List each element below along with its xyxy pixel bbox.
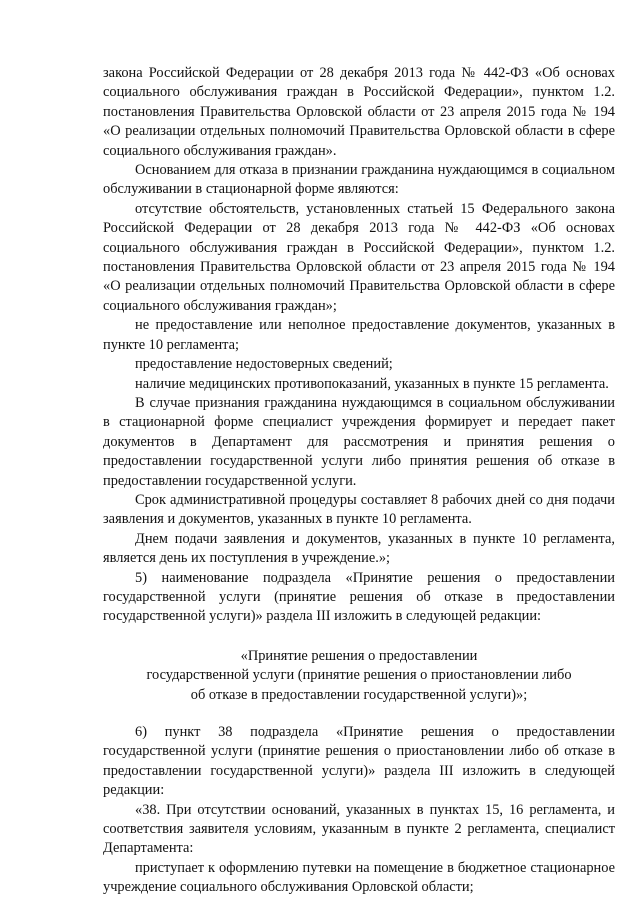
paragraph-refusal-ground-4: наличие медицинских противопоказаний, указанных в пункте 15 регламента. — [135, 375, 609, 392]
paragraph-item-5: 5) наименование подраздела «Принятие решения о предоставлении государственной услуги (принятие решения об отказе в предоставлении государственной услуги)» раздела III изложить в следующей редакции: — [103, 569, 615, 625]
paragraph-procedure-term: Срок административной процедуры составляет 8 рабочих дней со дня подачи заявления и документов, указанных в пункте 10 регламента. — [103, 491, 615, 528]
section-heading-line-1: «Принятие решения о предоставлении — [240, 647, 478, 664]
paragraph-submission-day: Днем подачи заявления и документов, указанных в пункте 10 регламента, является день их поступления в учреждение.»; — [103, 530, 615, 567]
paragraph-refusal-grounds-intro: Основанием для отказа в признании гражданина нуждающимся в социальном обслуживании в стационарной форме являются: — [103, 162, 615, 198]
paragraph-point-38: «38. При отсутствии оснований, указанных в пунктах 15, 16 регламента, и соответствия заявителя условиям, указанным в пункте 2 регламента, специалист Департамента: — [103, 801, 615, 857]
section-heading-line-3: об отказе в предоставлении государственной услуги)»; — [190, 686, 528, 703]
spacer — [103, 705, 615, 723]
paragraph-item-6: 6) пункт 38 подраздела «Принятие решения о предоставлении государственной услуги (принятие решения о приостановлении либо об отказе в предоставлении государственной услуги)» раздела III изложить в следующей редакции: — [103, 724, 615, 799]
paragraph-refusal-ground-3: предоставление недостоверных сведений; — [135, 356, 393, 373]
paragraph-refusal-ground-1: отсутствие обстоятельств, установленных статьей 15 Федерального закона Российской Федерации от 28 декабря 2013 года № 442-ФЗ «Об основах социального обслуживания граждан в Российской Федерации», пунктом 1.2. постановления Правительства Орловской области от 23 апреля 2015 года № 194 «О реализации отдельных полномочий Правительства Орловской области в сфере социального обслуживания граждан»; — [103, 200, 615, 314]
paragraph-voucher: приступает к оформлению путевки на помещение в бюджетное стационарное учреждение социального обслуживания Орловской области; — [103, 859, 615, 896]
section-heading-line-2: государственной услуги (принятие решения о приостановлении либо — [146, 667, 572, 684]
paragraph-refusal-ground-2: не предоставление или неполное предоставление документов, указанных в пункте 10 регламента; — [103, 317, 615, 353]
paragraph-law-reference: закона Российской Федерации от 28 декабря 2013 года № 442-ФЗ «Об основах социального обслуживания граждан в Российской Федерации», пунктом 1.2. постановления Правительства Орловской области от 23 апреля 2015 года № 194 «О реализации отдельных полномочий Правительства Орловской области в сфере социального обслуживания граждан». — [103, 65, 615, 159]
paragraph-recognition-case: В случае признания гражданина нуждающимся в социальном обслуживании в стационарной форме специалист учреждения формирует и передает пакет документов в Департамент для рассмотрения и принятия решения о предоставлении государственной услуги либо принятия решения об отказе в предоставлении государственной услуги. — [103, 394, 615, 489]
spacer — [103, 627, 615, 647]
document-page — [103, 64, 615, 898]
